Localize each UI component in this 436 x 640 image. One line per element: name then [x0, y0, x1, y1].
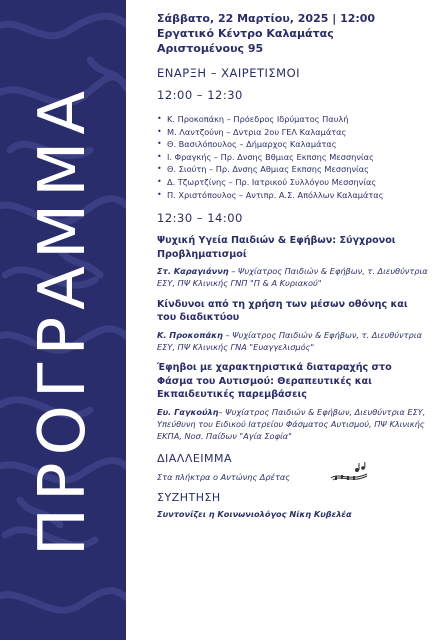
list-item: • Π. Χριστόπουλος – Αντιπρ. Α.Σ. Απόλλων Καλαμάτας	[157, 189, 429, 202]
discussion-subtitle: Συντονίζει η Κοινωνιολόγος Νίκη Κυβελέα	[157, 508, 352, 519]
list-item: • Ι. Φραγκής – Πρ. Δνσης Βθμιας Εκπσης Μεσσηνίας	[157, 151, 429, 164]
program-content	[157, 11, 429, 519]
break-subtitle	[157, 472, 429, 482]
list-item: • Θ. Βασιλόπουλος – Δήμαρχος Καλαμάτας	[157, 138, 429, 151]
talk-speaker-1	[157, 265, 429, 290]
break-title: ΔΙΑΛΛΕΙΜΜΑ	[157, 451, 233, 465]
speaker-description: – Ψυχίατρος Παιδιών & Εφήβων, τ. Διευθύντρια ΕΣΥ, ΠΨ Κλινικής ΓΝΑ "Ευαγγελισμός"	[157, 329, 422, 353]
event-venue: Εργατικό Κέντρο Καλαμάτας	[157, 27, 334, 40]
program-vertical-title: ΠΡΟΓΡΑΜΜΑ	[26, 83, 100, 557]
event-address: Αριστομένους 95	[157, 42, 264, 55]
talk-speaker-2	[157, 329, 429, 354]
speaker-name: Κ. Προκοπάκη	[157, 329, 223, 340]
talk-title-1: Ψυχική Υγεία Παιδιών & Εφήβων: Σύγχρονοι Προβληματισμοί	[157, 235, 396, 260]
event-date-time: Σάββατο, 22 Μαρτίου, 2025 | 12:00	[157, 12, 376, 25]
music-notes-piano-icon	[329, 462, 369, 484]
speaker-description: – Ψυχίατρος Παιδιών & Εφήβων, Διευθύντρια ΕΣΥ, Υπεύθυνη του Ειδικού Ιατρείου Φάσματος Αυτισμού, ΠΨ Κλινικής ΕΚΠΑ, Νοσ. Παίδων "Αγία Σοφία"	[157, 406, 426, 442]
session-time: 12:30 – 14:00	[157, 211, 243, 226]
opening-title: ΕΝΑΡΞΗ – ΧΑΙΡΕΤΙΣΜΟΙ	[157, 66, 301, 80]
sidebar-panel	[0, 0, 126, 640]
break-performer: Στα πλήκτρα ο Αντώνης Δρέτας	[157, 471, 291, 482]
discussion-title: ΣΥΖΗΤΗΣΗ	[157, 490, 221, 504]
talk-speaker-3	[157, 406, 429, 443]
talk-title-2: Κίνδυνοι από τη χρήση των μέσων οθόνης και του διαδικτύου	[157, 298, 408, 324]
list-item: • Δ. Τζωρτζίνης – Πρ. Ιατρικού Συλλόγου Μεσσηνίας	[157, 176, 429, 189]
opening-time: 12:00 – 12:30	[157, 88, 243, 102]
speaker-name: Ευ. Γαγκούλη	[157, 406, 219, 417]
talk-title-3: Έφηβοι με χαρακτηριστικά διαταραχής στο Φάσμα του Αυτισμού: Θεραπευτικές και Εκπαιδευτικές παρεμβάσεις	[157, 362, 392, 401]
list-item: • Κ. Προκοπάκη – Πρόεδρος Ιδρύματος Παυλή	[157, 113, 429, 126]
opening-speakers-list	[157, 113, 429, 201]
speaker-description: – Ψυχίατρος Παιδιών & Εφήβων, τ. Διευθύντρια ΕΣΥ, ΠΨ Κλινικής ΓΝΠ "Π & Α Κυριακού"	[157, 266, 428, 289]
list-item: • Θ. Σιούτη – Πρ. Δνσης Αθμιας Εκπσης Μεσσηνίας	[157, 163, 429, 176]
list-item: • Μ. Λαντζούνη – Δντρια 2ου ΓΕΛ Καλαμάτας	[157, 126, 429, 139]
speaker-name: Στ. Καραγιάννη	[157, 266, 229, 277]
